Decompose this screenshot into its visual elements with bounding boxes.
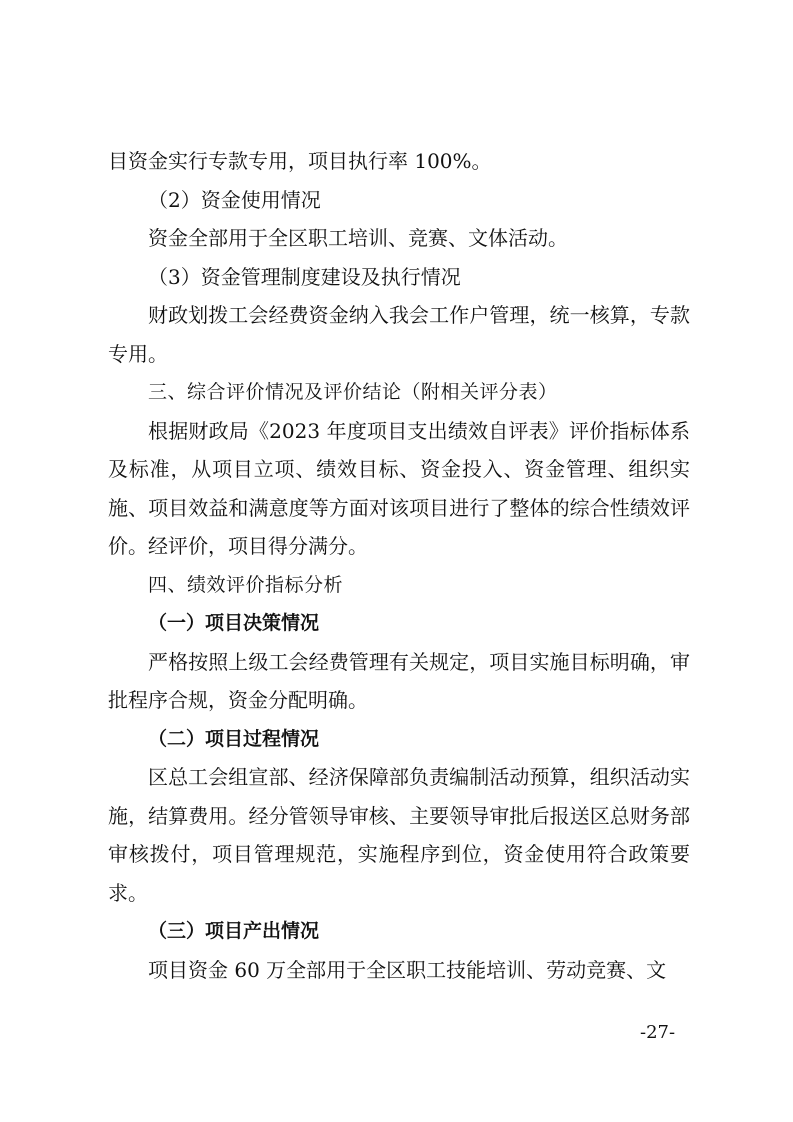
body-paragraph: 项目资金 60 万全部用于全区职工技能培训、劳动竞赛、文 — [148, 957, 667, 982]
body-paragraph: 严格按照上级工会经费管理有关规定，项目实施目标明确，审批程序合规，资金分配明确。 — [108, 649, 690, 712]
body-paragraph: 资金全部用于全区职工培训、竞赛、文体活动。 — [148, 226, 568, 250]
section-heading-3: 三、综合评价情况及评价结论（附相关评分表） — [148, 381, 558, 403]
section-heading-4: 四、绩效评价指标分析 — [148, 573, 344, 596]
body-paragraph: 区总工会组宣部、经济保障部负责编制活动预算，组织活动实施，结算费用。经分管领导审核、主要领导审批后报送区总财务部审核拨付，项目管理规范，实施程序到位，资金使用符合政策要求。 — [108, 765, 690, 905]
section-label-funds-management: （3）资金管理制度建设及执行情况 — [148, 264, 461, 289]
document-body — [108, 142, 690, 989]
page-number: -27- — [640, 1022, 676, 1043]
subsection-heading-1: （一）项目决策情况 — [148, 612, 320, 634]
subsection-heading-3: （三）项目产出情况 — [148, 920, 320, 942]
body-paragraph: 目资金实行专款专用，项目执行率 100%。 — [108, 149, 492, 173]
body-paragraph: 根据财政局《2023 年度项目支出绩效自评表》评价指标体系及标准，从项目立项、绩效目标、资金投入、资金管理、组织实施、项目效益和满意度等方面对该项目进行了整体的综合性绩效评价。经评价，项目得分满分。 — [108, 418, 690, 558]
subsection-heading-2: （二）项目过程情况 — [148, 727, 320, 750]
section-label-funds-usage: （2）资金使用情况 — [148, 187, 321, 212]
body-paragraph: 财政划拨工会经费资金纳入我会工作户管理，统一核算，专款专用。 — [108, 303, 690, 366]
